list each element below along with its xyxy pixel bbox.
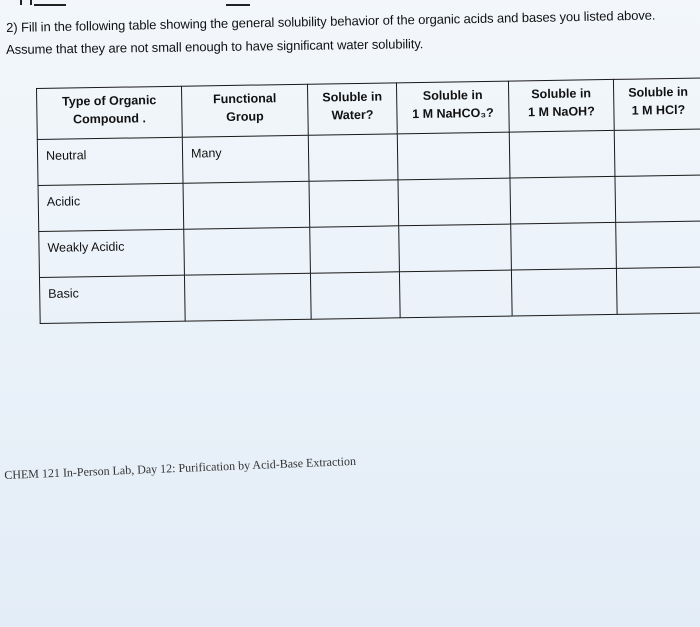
cell-hcl[interactable] — [616, 267, 700, 314]
cell-nahco3[interactable] — [397, 132, 510, 180]
cell-group[interactable] — [183, 181, 310, 229]
cell-group: Many — [182, 135, 309, 183]
page-footer: CHEM 121 In-Person Lab, Day 12: Purification by Acid-Base Extraction — [4, 453, 357, 482]
cell-naoh[interactable] — [510, 176, 616, 224]
header-soluble-naoh: Soluble in 1 M NaOH? — [508, 79, 614, 132]
cell-type: Basic — [39, 275, 185, 323]
cell-type: Neutral — [37, 137, 183, 185]
cell-nahco3[interactable] — [398, 178, 511, 226]
cell-hcl[interactable] — [616, 221, 700, 268]
solubility-table — [36, 77, 700, 324]
cell-hcl[interactable] — [615, 175, 700, 222]
cell-hcl[interactable] — [614, 129, 700, 176]
solubility-table-wrapper — [36, 78, 700, 324]
cell-naoh[interactable] — [511, 268, 617, 316]
cell-water[interactable] — [310, 226, 400, 273]
cell-water[interactable] — [308, 134, 398, 181]
cell-water[interactable] — [309, 180, 399, 227]
question-line-1: 2) Fill in the following table showing the general solubility behavior of the organic acids and bases you listed above. — [6, 7, 656, 35]
cell-nahco3[interactable] — [399, 270, 512, 318]
question-line-2: Assume that they are not small enough to have significant water solubility. — [6, 36, 424, 57]
header-soluble-nahco3: Soluble in 1 M NaHCO₃? — [396, 81, 509, 134]
cell-nahco3[interactable] — [399, 224, 512, 272]
cell-group[interactable] — [184, 227, 311, 275]
cell-naoh[interactable] — [511, 222, 617, 270]
header-soluble-water: Soluble in Water? — [307, 83, 397, 135]
cell-type: Weakly Acidic — [39, 229, 185, 277]
table-row — [39, 266, 700, 323]
cell-water[interactable] — [310, 272, 400, 319]
cell-group[interactable] — [184, 273, 311, 321]
header-functional-group: Functional Group — [181, 84, 308, 137]
header-compound-type: Type of Organic Compound . — [37, 86, 183, 139]
cell-type: Acidic — [38, 183, 184, 231]
header-soluble-hcl: Soluble in 1 M HCl? — [613, 78, 700, 130]
cell-naoh[interactable] — [509, 130, 615, 178]
